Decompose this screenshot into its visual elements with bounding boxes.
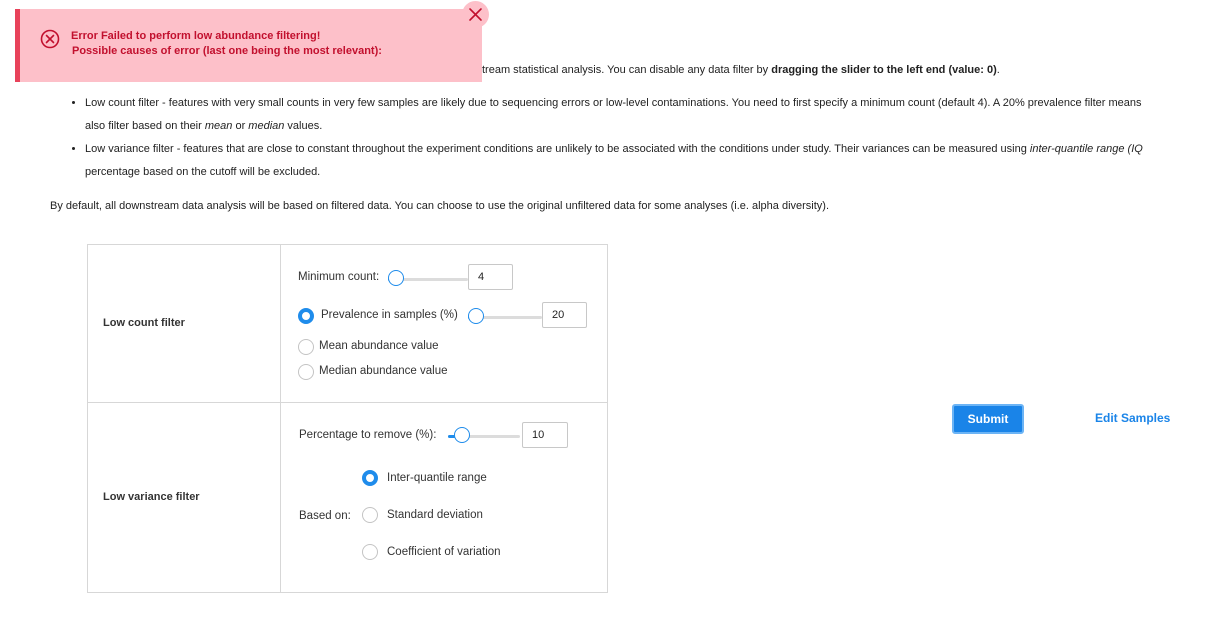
median-abundance-label: Median abundance value <box>319 365 448 377</box>
low-count-filter-label: Low count filter <box>103 317 185 329</box>
based-on-label: Based on: <box>299 510 351 522</box>
standard-deviation-label: Standard deviation <box>387 509 483 521</box>
prevalence-label: Prevalence in samples (%) <box>321 309 458 321</box>
minimum-count-input[interactable]: 4 <box>468 264 513 290</box>
slider-thumb[interactable] <box>454 427 470 443</box>
intro-bold: dragging the slider to the left end (value: 0) <box>771 64 997 76</box>
filter-table <box>87 244 608 593</box>
filter-description-list <box>50 92 1212 184</box>
error-toast <box>15 9 482 82</box>
coefficient-variation-label: Coefficient of variation <box>387 546 501 558</box>
close-toast-button[interactable] <box>462 1 489 28</box>
error-title: Error Failed to perform low abundance filtering! <box>71 30 321 42</box>
mean-abundance-radio[interactable] <box>298 339 314 355</box>
prevalence-radio[interactable] <box>298 308 314 324</box>
close-icon <box>462 1 489 28</box>
prevalence-input[interactable]: 20 <box>542 302 587 328</box>
intro-text: tream statistical analysis. You can disable any data filter by dragging the slider to the left end (value: 0). <box>482 64 1000 76</box>
error-circle-icon <box>40 29 60 49</box>
mean-abundance-label: Mean abundance value <box>319 340 439 352</box>
prevalence-slider[interactable] <box>468 310 542 324</box>
default-data-note: By default, all downstream data analysis will be based on filtered data. You can choose to use the original unfiltered data for some analyses (i.e. alpha diversity). <box>50 200 830 212</box>
list-item: • Low count filter - features with very small counts in very few samples are likely due to sequencing errors or low-level contaminations. You need to first specify a minimum count (default 4). A 20% prevalence filter means also filter based on their mean or median values. <box>85 92 1212 138</box>
percentage-remove-label: Percentage to remove (%): <box>299 429 437 441</box>
iqr-radio[interactable] <box>362 470 378 486</box>
list-item: • Low variance filter - features that are close to constant throughout the experiment conditions are unlikely to be associated with the conditions under study. Their variances can be measured using inter-quantile range (IQ percentage based on the cutoff will be excluded. <box>85 138 1212 184</box>
submit-button[interactable]: Submit <box>952 404 1024 434</box>
table-divider <box>280 245 281 592</box>
error-detail: Possible causes of error (last one being the most relevant): <box>72 45 382 57</box>
percentage-remove-input[interactable]: 10 <box>522 422 568 448</box>
coefficient-variation-radio[interactable] <box>362 544 378 560</box>
low-variance-filter-label: Low variance filter <box>103 491 200 503</box>
minimum-count-slider[interactable] <box>388 272 468 286</box>
slider-thumb[interactable] <box>468 308 484 324</box>
edit-samples-link[interactable]: Edit Samples <box>1095 411 1171 425</box>
percentage-remove-slider[interactable] <box>448 429 520 443</box>
iqr-label: Inter-quantile range <box>387 472 487 484</box>
minimum-count-label: Minimum count: <box>298 271 380 283</box>
median-abundance-radio[interactable] <box>298 364 314 380</box>
table-divider <box>88 402 607 403</box>
slider-thumb[interactable] <box>388 270 404 286</box>
standard-deviation-radio[interactable] <box>362 507 378 523</box>
